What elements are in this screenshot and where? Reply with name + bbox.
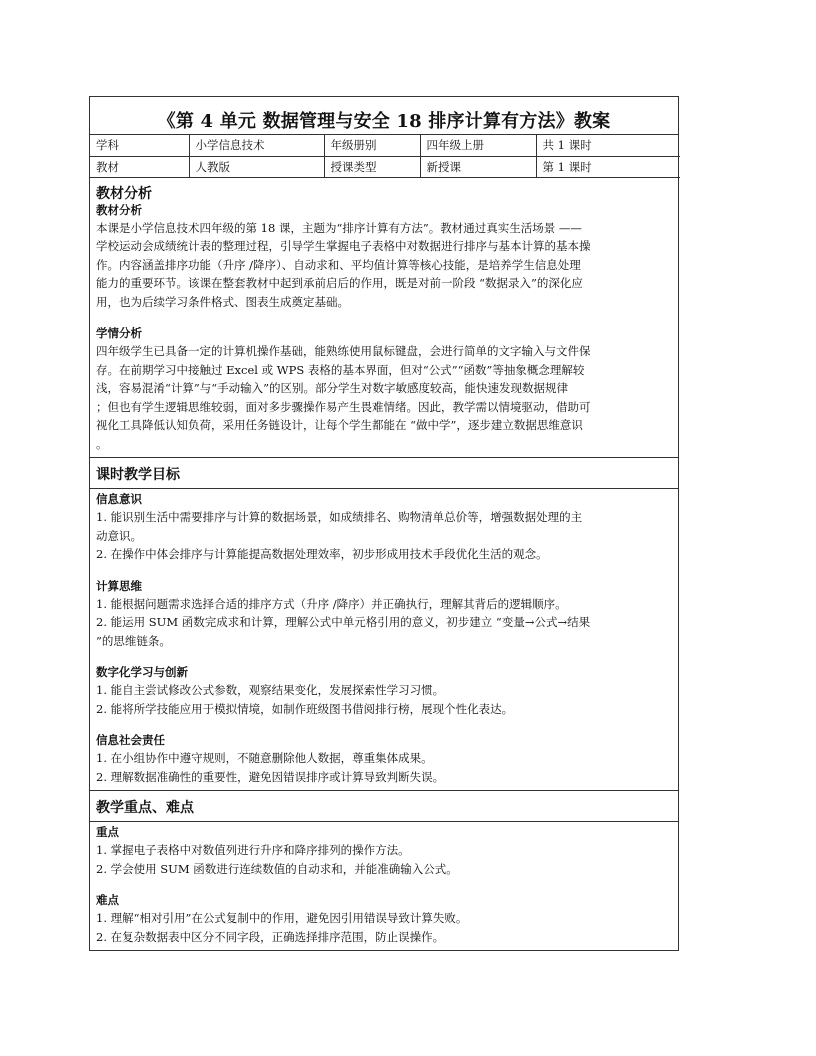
paragraph-line: 1. 在小组协作中遵守规则，不随意删除他人数据，尊重集体成果。 [96,751,433,765]
paragraph-line: 本课是小学信息技术四年级的第 18 课，主题为“排序计算有方法”。教材通过真实生活场景 —— [96,220,582,235]
info-cell: 共 1 课时 [536,135,680,156]
paragraph-line: 用，也为后续学习条件格式、图表生成奠定基础。 [96,294,349,309]
info-cell: 小学信息技术 [189,135,324,156]
info-cell: 四年级上册 [420,135,536,156]
paragraph-line: 学校运动会成绩统计表的整理过程，引导学生掌握电子表格中对数据进行排序与基本计算的基本操 [96,239,591,253]
paragraph-line: 2. 理解数据准确性的重要性，避免因错误排序或计算导致判断失误。 [96,769,445,784]
subsection-heading: 教材分析 [96,202,142,217]
subsection-heading: 计算思维 [96,578,142,593]
info-cell: 学科 [90,135,189,156]
paragraph-line: ”的思维链条。 [96,633,171,648]
info-cell: 年级册别 [324,135,420,156]
subsection-heading: 学情分析 [96,326,142,340]
info-cell: 授课类型 [324,156,420,177]
paragraph-line: 四年级学生已具备一定的计算机操作基础，能熟练使用鼠标键盘，会进行简单的文字输入与文件保 [96,344,591,358]
paragraph-line: 2. 在复杂数据表中区分不同字段，正确选择排序范围，防止误操作。 [96,929,445,944]
subsection-heading: 难点 [96,893,119,907]
subsection-heading: 重点 [96,825,119,839]
paragraph-line: 浅，容易混淆“计算”与“手动输入”的区别。部分学生对数字敏感度较高，能快速发现数据规律 [96,381,569,395]
paragraph-line: 动意识。 [96,528,142,543]
info-row [90,156,680,177]
section-heading: 教学重点、难点 [90,791,678,822]
lesson-plan-sheet [89,96,679,951]
info-cell: 教材 [90,156,189,177]
paragraph-line: 2. 学会使用 SUM 函数进行连续数值的自动求和，并能准确输入公式。 [96,861,458,876]
paragraph-line: 存。在前期学习中接触过 Excel 或 WPS 表格的基本界面，但对“公式”“函数”等抽象概念理解较 [96,362,585,377]
subsection-heading: 信息社会责任 [96,733,165,747]
paragraph-line: 作。内容涵盖排序功能（升序 /降序）、自动求和、平均值计算等核心技能，是培养学生信息处理 [96,257,581,272]
course-info-table [90,135,680,178]
paragraph-line: 1. 能根据问题需求选择合适的排序方式（升序 /降序）并正确执行，理解其背后的逻辑顺序。 [96,596,567,611]
info-cell: 新授课 [420,156,536,177]
analysis-section [90,178,678,458]
paragraph-line: ；但也有学生逻辑思维较弱，面对多步骤操作易产生畏难情绪。因此，教学需以情境驱动，借助可 [96,399,591,414]
paragraph-line: 2. 能将所学技能应用于模拟情境，如制作班级图书借阅排行榜，展现个性化表达。 [96,701,514,716]
paragraph-line: 视化工具降低认知负荷，采用任务链设计，让每个学生都能在 “做中学”，逐步建立数据思维意识 [96,418,583,432]
document-title: 《第 4 单元 数据管理与安全 18 排序计算有方法》教案 [157,111,611,132]
paragraph-line: 1. 能识别生活中需要排序与计算的数据场景，如成绩排名、购物清单总价等，增强数据处理的主 [96,510,583,524]
paragraph-line: 1. 理解“相对引用”在公式复制中的作用，避免因引用错误导致计算失败。 [96,911,468,925]
paragraph-line: 。 [96,436,108,451]
paragraph-line: 1. 能自主尝试修改公式参数，观察结果变化，发展探索性学习习惯。 [96,683,445,697]
subsection-heading: 信息意识 [96,492,142,506]
info-cell: 人教版 [189,156,324,177]
subsection-heading: 数字化学习与创新 [96,665,188,679]
focus-section [90,790,678,950]
section-heading: 课时教学目标 [90,458,678,489]
paragraph-line: 2. 能运用 SUM 函数完成求和计算，理解公式中单元格引用的意义，初步建立 “变量→公式→结果 [96,615,591,629]
paragraph-line: 2. 在操作中体会排序与计算能提高数据处理效率，初步形成用技术手段优化生活的观念。 [96,547,548,561]
info-cell: 第 1 课时 [536,156,680,177]
paragraph-line: 1. 掌握电子表格中对数值列进行升序和降序排列的操作方法。 [96,843,410,857]
title-row [90,97,678,135]
paragraph-line: 能力的重要环节。该课在整套教材中起到承前启后的作用，既是对前一阶段 “数据录入”的深化应 [96,276,583,290]
objectives-section [90,457,678,790]
section-heading: 教材分析 [96,185,152,202]
info-row [90,135,680,156]
